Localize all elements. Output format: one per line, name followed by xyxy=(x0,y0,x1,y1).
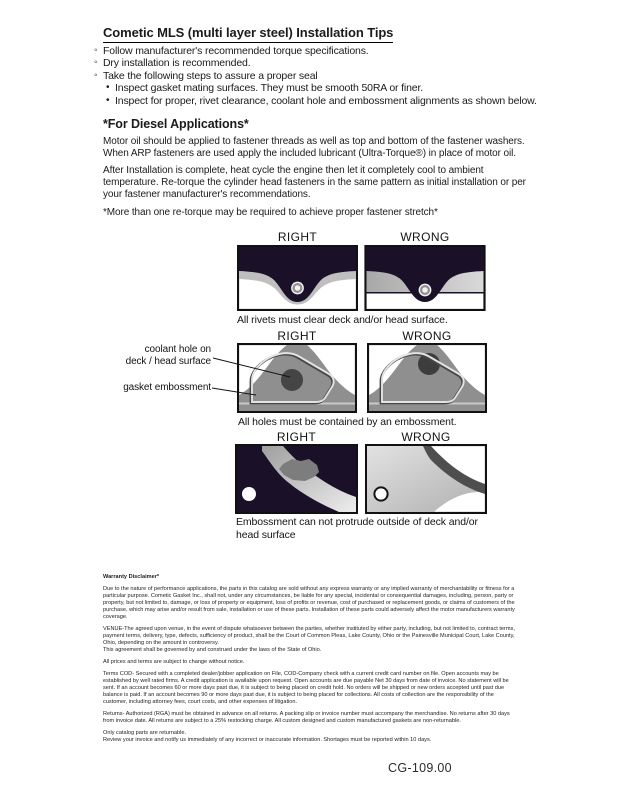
diagram-caption: All holes must be contained by an embossment. xyxy=(238,416,457,428)
diagram-rivet-wrong xyxy=(364,245,486,311)
wrong-label: WRONG xyxy=(401,430,451,444)
protrude-right-illustration xyxy=(235,444,358,514)
bolt-hole-icon xyxy=(242,487,256,501)
legal-paragraph: Review your invoice and notify us immediately of any incorrect or inaccurate information. Shortages must be reported within 10 days. xyxy=(103,737,432,743)
legal-paragraph: VENUE-The agreed upon venue, in the event of dispute whatsoever between the parties, whether instituted by either party, including, but not limited to, contract terms, payment terms, delivery, type, defects, sufficiency of product, shall be the Court of Common Pleas, Lake County, Ohio or the Painesville Municipal Court, Lake County, Ohio, depending on the amount in controversy. xyxy=(103,626,515,646)
diagram-protrude-wrong xyxy=(365,444,487,514)
legal-paragraph: Due to the nature of performance applications, the parts in this catalog are sold without any express warranty or any implied warranty of merchantability or fitness for a particular purpose. Cometic Gasket Inc., shall not, under any circumstances, be liable for any special, incidental or consequential damages, including, person, party or property, but not limited to, damage, or loss of property or equipment, loss of profits or revenue, cost of purchased or replacement goods, or claims of customers of the purchase, which may arise and/or result from sale, installation or use of these parts. Installation of these parts could adversely affect the motor manufacturers warranty coverage. xyxy=(103,586,515,620)
wrong-label: WRONG xyxy=(402,329,452,343)
coolant-hole-annotation: coolant hole on deck / head surface xyxy=(125,344,211,367)
tip-sub-list xyxy=(106,82,564,107)
rivet-right-illustration xyxy=(237,245,358,311)
installation-tips-list xyxy=(94,45,564,107)
legal-paragraph: Returns- Authorized (RGA) must be obtained in advance on all returns. A packing slip or invoice number must accompany the merchandise. No returns after 30 days from invoice date. All returns are subject to a 25% restocking charge. All custom designed and custom manufactured gaskets are non-returnable. xyxy=(103,711,510,724)
warranty-title: Warranty Disclaimer* xyxy=(103,574,160,580)
legal-paragraph: This agreement shall be governed by and construed under the laws of the State of Ohio. xyxy=(103,647,322,653)
page-title: Cometic MLS (multi layer steel) Installation Tips xyxy=(103,25,393,43)
right-label: RIGHT xyxy=(276,430,317,444)
right-label: RIGHT xyxy=(277,329,317,343)
legal-paragraph: All prices and terms are subject to change without notice. xyxy=(103,659,245,665)
diagram-protrude-right xyxy=(235,444,358,514)
page-code: CG-109.00 xyxy=(388,761,452,775)
warranty-disclaimer xyxy=(103,574,519,744)
tip-bullet: ◦ Follow manufacturer's recommended torque specifications. xyxy=(94,45,564,57)
right-label: RIGHT xyxy=(277,230,318,244)
diagram-caption: Embossment can not protrude outside of deck and/or head surface xyxy=(236,516,478,541)
hole-right-illustration xyxy=(237,343,357,413)
bolt-hole-icon xyxy=(374,487,387,500)
gasket-embossment-annotation: gasket embossment xyxy=(123,382,211,393)
tip-sub-bullet: • Inspect gasket mating surfaces. They must be smooth 50RA or finer. xyxy=(106,82,564,94)
tip-sub-bullet: • Inspect for proper, rivet clearance, coolant hole and embossment alignments as shown below. xyxy=(106,95,564,107)
rivet-wrong-illustration xyxy=(364,245,486,311)
hole-wrong-illustration xyxy=(367,343,487,413)
legal-paragraph: Only catalog parts are returnable. xyxy=(103,730,187,736)
diagram-hole-wrong xyxy=(367,343,487,413)
diagram-rivet-right xyxy=(237,245,358,311)
retorque-note: *More than one re-torque may be required to achieve proper fastener stretch* xyxy=(103,207,438,218)
protrude-wrong-illustration xyxy=(365,444,487,514)
tip-bullet: ◦ Take the following steps to assure a proper seal xyxy=(94,70,564,82)
tip-bullet: ◦ Dry installation is recommended. xyxy=(94,57,564,69)
diesel-paragraph-2: After Installation is complete, heat cycle the engine then let it completely cool to ambient temperature. Re-torque the cylinder head fasteners in the same pattern as initial installation or per your fastener manufacturer's recommendations. xyxy=(103,165,526,200)
diesel-paragraph-1: Motor oil should be applied to fastener threads as well as top and bottom of the fastener washers. When ARP fasteners are used apply the included lubricant (Ultra-Torque®) in place of motor oil. xyxy=(103,136,525,159)
coolant-hole-icon xyxy=(281,369,303,391)
diesel-applications-heading: *For Diesel Applications* xyxy=(103,117,249,131)
wrong-label: WRONG xyxy=(400,230,450,244)
diagram-hole-right xyxy=(237,343,357,413)
diagram-caption: All rivets must clear deck and/or head surface. xyxy=(237,314,448,326)
legal-paragraph: Terms COD- Secured with a completed dealer/jobber application on File, COD-Company check with a current credit card number on file. Open accounts may be established by well rated firms. A credit application is available upon request. Open accounts are due payable Net 30 days from date of invoice. No statement will be sent. If an account becomes 60 or more days past due, it is subject to being placed on credit hold. No orders will be shipped or new orders accepted until past due balance is paid. If an account becomes 90 or more days past due, it is subject to being placed for collections. All costs of collection are the responsibility of the customer, including attorney fees, court costs, and other expenses of litigation. xyxy=(103,671,509,705)
